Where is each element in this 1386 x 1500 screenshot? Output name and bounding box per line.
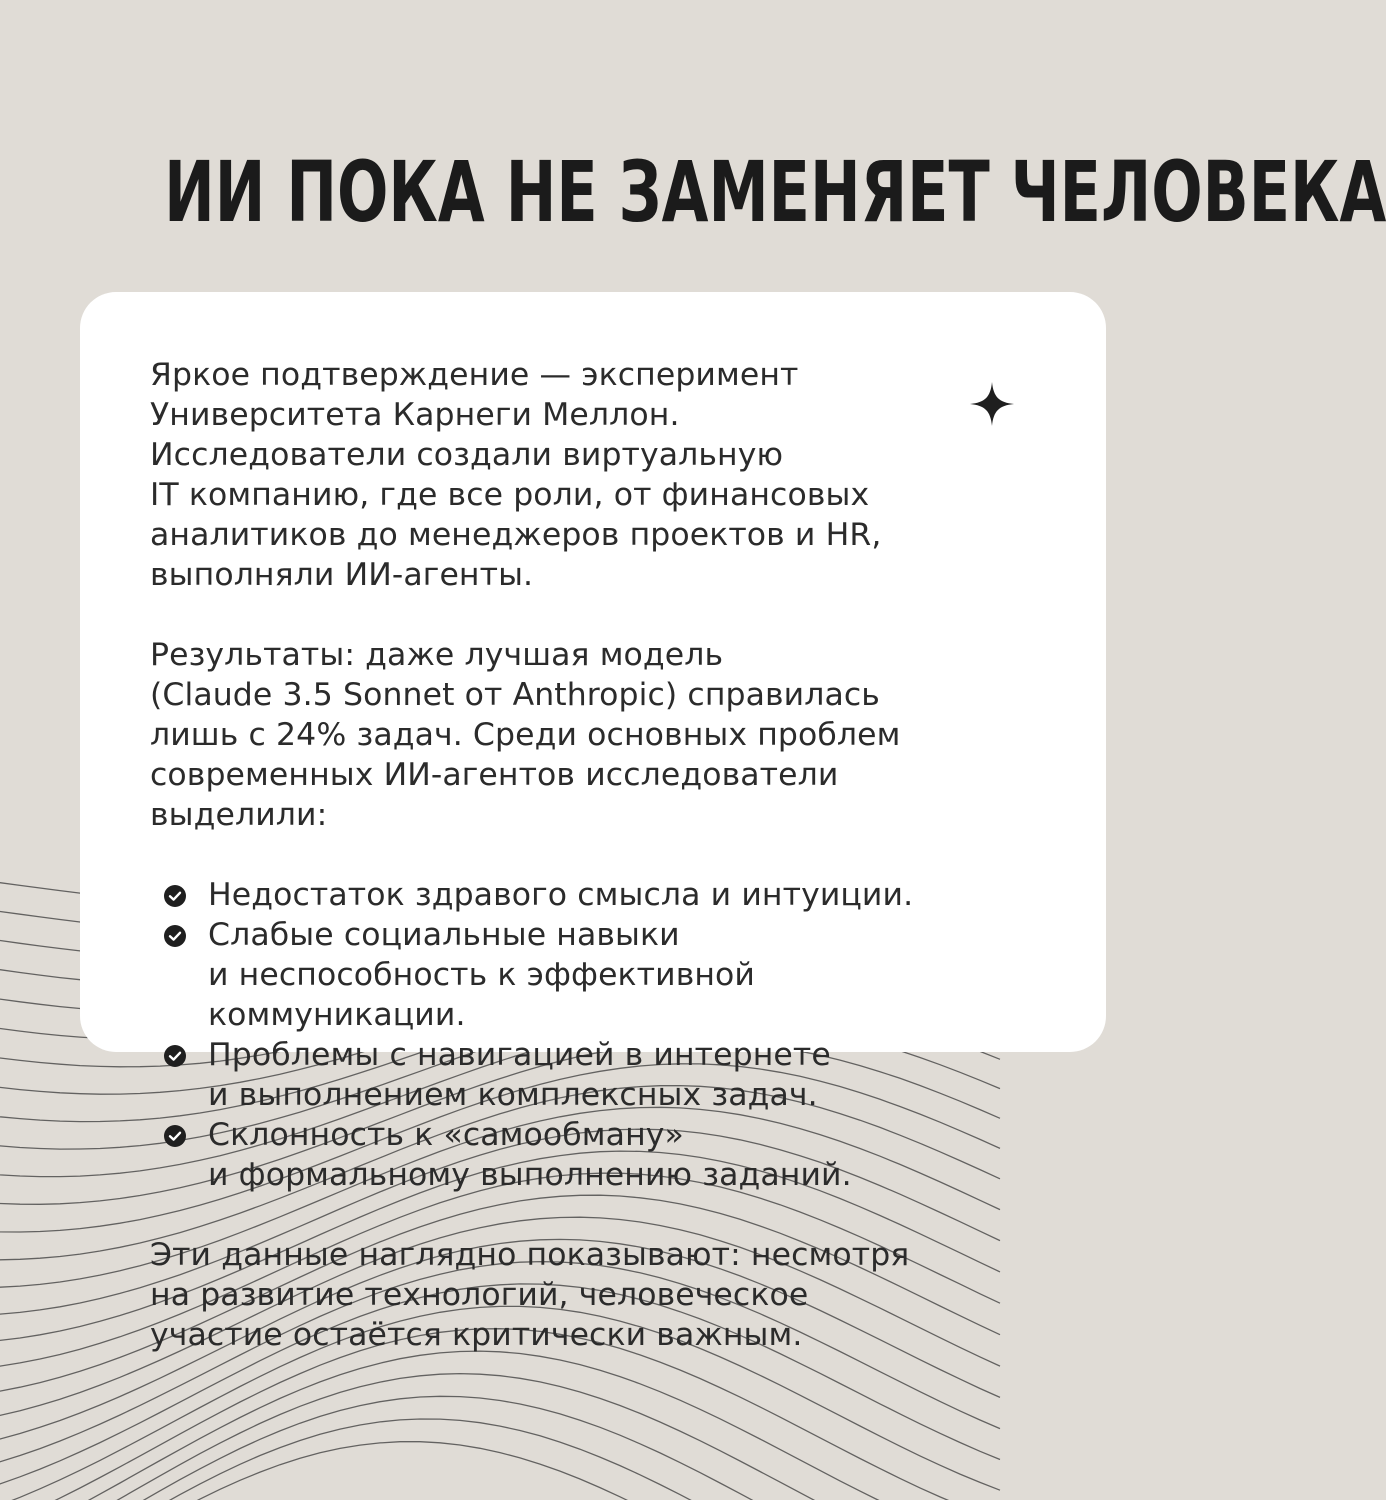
text-line: Университета Карнеги Меллон. [150, 397, 680, 433]
article-body [150, 355, 1050, 1355]
text-line: и неспособность к эффективной [208, 957, 755, 993]
wave-line [0, 1374, 1000, 1500]
text-line: на развитие технологий, человеческое [150, 1277, 809, 1313]
text-line: Склонность к «самообману» [208, 1117, 684, 1153]
text-line: Исследователи создали виртуальную [150, 437, 784, 473]
problems-list [150, 875, 1050, 1195]
text-line: выполняли ИИ-агенты. [150, 557, 534, 593]
check-circle-icon [164, 925, 186, 947]
results-paragraph [150, 635, 1050, 835]
text-line: Результаты: даже лучшая модель [150, 637, 724, 673]
text-line: аналитиков до менеджеров проектов и HR, [150, 517, 882, 553]
check-circle-icon [164, 1125, 186, 1147]
list-item [150, 915, 1050, 1035]
text-line: лишь с 24% задач. Среди основных проблем [150, 717, 901, 753]
check-circle-icon [164, 1045, 186, 1067]
text-line: Слабые социальные навыки [208, 917, 680, 953]
text-line: и формальному выполнению заданий. [208, 1157, 852, 1193]
intro-paragraph [150, 355, 1050, 595]
list-item [150, 875, 1050, 915]
page-title: ИИ ПОКА НЕ ЗАМЕНЯЕТ ЧЕЛОВЕКА [164, 143, 1386, 241]
list-item [150, 1035, 1050, 1115]
text-line: выделили: [150, 797, 328, 833]
text-line: Недостаток здравого смысла и интуиции. [208, 877, 914, 913]
text-line: (Claude 3.5 Sonnet от Anthropic) справилась [150, 677, 880, 713]
text-line: Эти данные наглядно показывают: несмотря [150, 1237, 910, 1273]
text-line: участие остаётся критически важным. [150, 1317, 803, 1353]
check-circle-icon [164, 885, 186, 907]
text-line: и выполнением комплексных задач. [208, 1077, 818, 1113]
text-line: Яркое подтверждение — эксперимент [150, 357, 799, 393]
wave-line [0, 1419, 1000, 1500]
text-line: IT компанию, где все роли, от финансовых [150, 477, 870, 513]
list-item [150, 1115, 1050, 1195]
text-line: коммуникации. [208, 997, 466, 1033]
text-line: Проблемы с навигацией в интернете [208, 1037, 831, 1073]
conclusion-paragraph [150, 1235, 1050, 1355]
wave-line [0, 1396, 1000, 1500]
text-line: современных ИИ-агентов исследователи [150, 757, 839, 793]
